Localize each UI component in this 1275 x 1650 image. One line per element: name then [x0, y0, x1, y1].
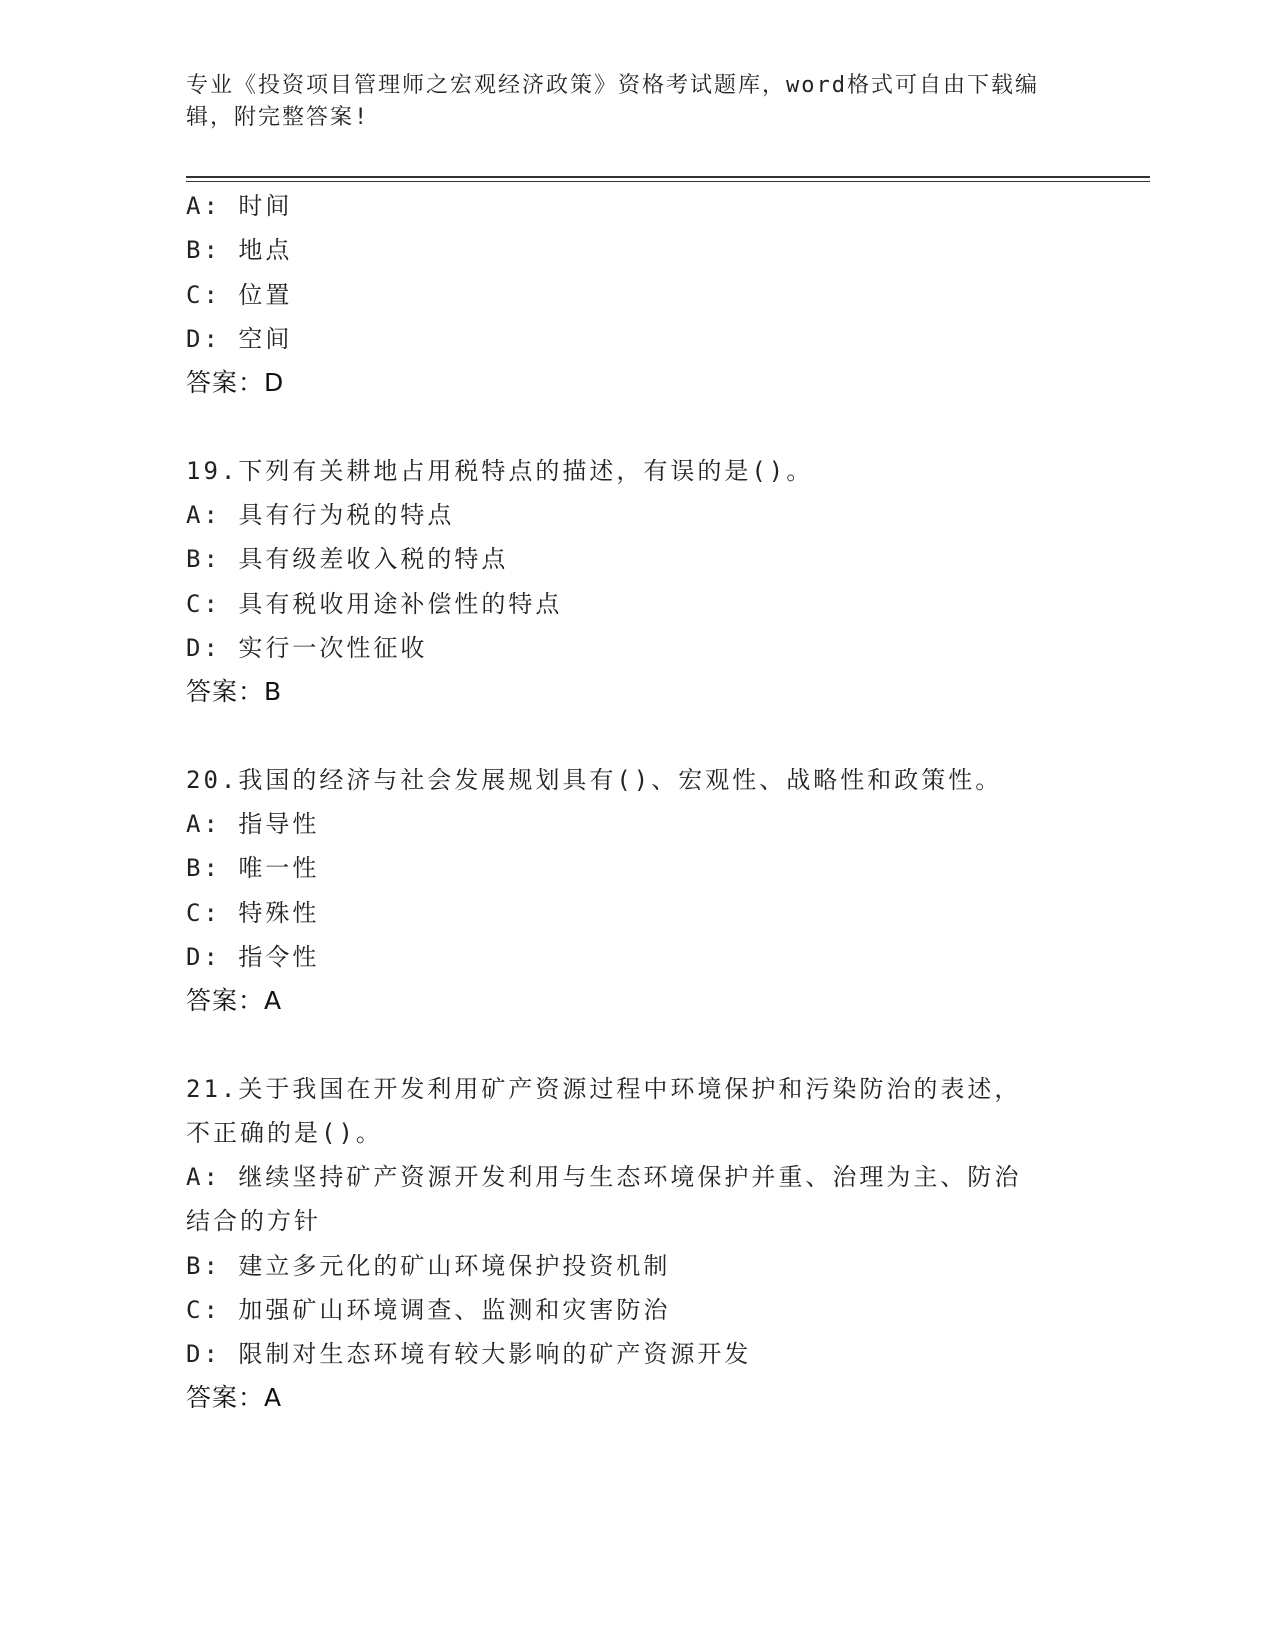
question-19-answer: 答案：B [186, 677, 283, 706]
question-21-stem-line-1: 21.关于我国在开发利用矿产资源过程中环境保护和污染防治的表述， [186, 1075, 1022, 1103]
question-20-option-a: A: 指导性 [186, 810, 320, 838]
question-19-option-b: B: 具有级差收入税的特点 [186, 545, 509, 573]
question-21-option-a: A: 继续坚持矿产资源开发利用与生态环境保护并重、治理为主、防治 [186, 1163, 1022, 1191]
prev-question-option-b: B: 地点 [186, 236, 293, 264]
question-19-stem: 19.下列有关耕地占用税特点的描述，有误的是()。 [186, 457, 814, 485]
question-20-option-d: D: 指令性 [186, 943, 320, 971]
question-21-option-a-continued: 结合的方针 [186, 1207, 321, 1235]
question-20-option-b: B: 唯一性 [186, 854, 320, 882]
prev-question-option-a: A: 时间 [186, 192, 293, 220]
prev-question-answer: 答案：D [186, 368, 285, 397]
question-19-option-d: D: 实行一次性征收 [186, 634, 428, 662]
question-20-option-c: C: 特殊性 [186, 899, 320, 927]
question-20-stem: 20.我国的经济与社会发展规划具有()、宏观性、战略性和政策性。 [186, 766, 1003, 794]
question-21-option-c: C: 加强矿山环境调查、监测和灾害防治 [186, 1296, 671, 1324]
prev-question-option-d: D: 空间 [186, 325, 293, 353]
question-21-stem-line-2: 不正确的是()。 [186, 1119, 383, 1147]
header-divider-thick [186, 176, 1150, 178]
question-21-option-d: D: 限制对生态环境有较大影响的矿产资源开发 [186, 1340, 752, 1368]
question-19-option-c: C: 具有税收用途补偿性的特点 [186, 590, 563, 618]
question-19-option-a: A: 具有行为税的特点 [186, 501, 455, 529]
prev-question-option-c: C: 位置 [186, 281, 293, 309]
document-header: 专业《投资项目管理师之宏观经济政策》资格考试题库，word格式可自由下载编辑，附完整答案! [186, 73, 1039, 130]
question-20-answer: 答案：A [186, 986, 283, 1015]
question-21-answer: 答案：A [186, 1383, 283, 1412]
question-21-option-b: B: 建立多元化的矿山环境保护投资机制 [186, 1252, 671, 1280]
header-divider-thin [186, 181, 1150, 182]
